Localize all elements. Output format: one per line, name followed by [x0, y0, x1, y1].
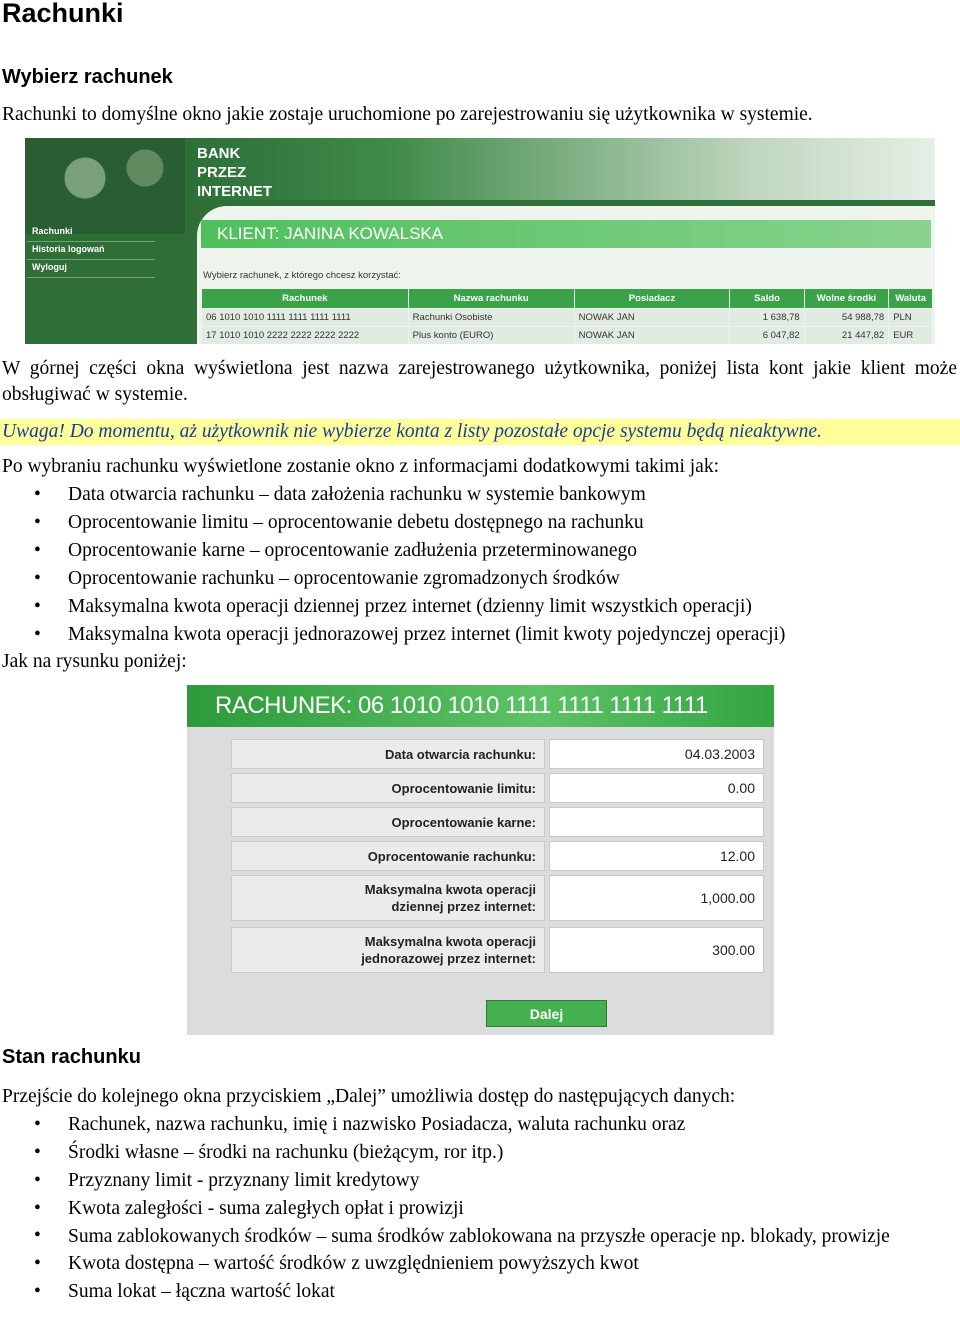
list-item: • Suma lokat – łączna wartość lokat: [34, 1281, 335, 1302]
side-menu: [27, 224, 155, 278]
list-item-text: Maksymalna kwota operacji dziennej przez internet (dzienny limit wszystkich operacji): [68, 596, 752, 617]
page-title: Rachunki: [2, 0, 124, 28]
list-item: • Przyznany limit - przyznany limit kredytowy: [34, 1170, 420, 1191]
table-header-row: [202, 289, 933, 309]
available-funds: 21 447,82: [804, 327, 889, 345]
field-value: 12.00: [549, 841, 764, 871]
currency: PLN: [889, 309, 933, 327]
list-item: • Oprocentowanie limitu – oprocentowanie debetu dostępnego na rachunku: [34, 512, 644, 533]
logo-line: INTERNET: [197, 183, 272, 200]
menu-item-logout[interactable]: Wyloguj: [27, 260, 155, 278]
column-header: Wolne środki: [804, 289, 889, 309]
list-item-text: Rachunek, nazwa rachunku, imię i nazwisko Posiadacza, waluta rachunku oraz: [68, 1114, 686, 1135]
field-label: Oprocentowanie limitu:: [231, 773, 545, 803]
field-value: [549, 807, 764, 837]
section-heading-select-account: Wybierz rachunek: [2, 66, 173, 88]
client-name-bar: KLIENT: JANINA KOWALSKA: [201, 220, 931, 248]
list-item: • Suma zablokowanych środków – suma środków zablokowana na przyszłe operacje np. blokady, prowizje: [34, 1225, 890, 1247]
currency: EUR: [889, 327, 933, 345]
field-value: 1,000.00: [549, 875, 764, 921]
account-balance: 6 047,82: [730, 327, 804, 345]
available-funds: 54 988,78: [804, 309, 889, 327]
list-item-text: Przyznany limit - przyznany limit kredytowy: [68, 1170, 420, 1191]
field-value: 0.00: [549, 773, 764, 803]
column-header: Saldo: [730, 289, 804, 309]
list-item-text: Maksymalna kwota operacji jednorazowej przez internet (limit kwoty pojedynczej operacji): [68, 624, 786, 645]
list-item-text: Oprocentowanie rachunku – oprocentowanie zgromadzonych środków: [68, 568, 620, 589]
account-name: Rachunki Osobiste: [408, 309, 574, 327]
section-heading-account-status: Stan rachunku: [2, 1046, 141, 1068]
account-owner: NOWAK JAN: [574, 309, 730, 327]
list-item-text: Oprocentowanie karne – oprocentowanie zadłużenia przeterminowanego: [68, 540, 638, 561]
list-item-text: Oprocentowanie limitu – oprocentowanie debetu dostępnego na rachunku: [68, 512, 644, 533]
description-paragraph: W górnej części okna wyświetlona jest nazwa zarejestrowanego użytkownika, poniżej lista kont jakie klient może obsługiwać w systemie.: [2, 358, 957, 405]
bank-logo: [197, 144, 272, 201]
account-header-bar: RACHUNEK: 06 1010 1010 1111 1111 1111 1111: [187, 685, 774, 727]
list-item: • Maksymalna kwota operacji dziennej przez internet (dzienny limit wszystkich operacji): [34, 596, 752, 617]
field-value: 300.00: [549, 927, 764, 973]
table-row[interactable]: [202, 309, 933, 327]
list-intro: Po wybraniu rachunku wyświetlone zostanie okno z informacjami dodatkowymi takimi jak:: [2, 456, 720, 477]
field-value: 04.03.2003: [549, 739, 764, 769]
list-item-text: Środki własne – środki na rachunku (bieżącym, ror itp.): [68, 1142, 504, 1163]
table-row[interactable]: [202, 327, 933, 345]
warning-text: Uwaga! Do momentu, aż użytkownik nie wybierze konta z listy pozostałe opcje systemu będą nieaktywne.: [2, 421, 822, 442]
list-item-text: Data otwarcia rachunku – data założenia rachunku w systemie bankowym: [68, 484, 646, 505]
logo-line: BANK: [197, 145, 241, 162]
choose-account-text: Wybierz rachunek, z którego chcesz korzystać:: [203, 270, 401, 281]
warning-box: [0, 419, 960, 445]
list-item: • Kwota zaległości - suma zaległych opłat i prowizji: [34, 1198, 464, 1219]
account-info-list: [0, 481, 956, 649]
list-item: • Kwota dostępna – wartość środków z uwzględnieniem powyższych kwot: [34, 1253, 639, 1274]
list-item-text: Kwota dostępna – wartość środków z uwzględnieniem powyższych kwot: [68, 1253, 639, 1274]
column-header: Rachunek: [202, 289, 409, 309]
account-owner: NOWAK JAN: [574, 327, 730, 345]
column-header: Posiadacz: [574, 289, 730, 309]
field-label: Oprocentowanie rachunku:: [231, 841, 545, 871]
field-label: Oprocentowanie karne:: [231, 807, 545, 837]
account-status-list: [0, 1111, 956, 1306]
list-item: • Środki własne – środki na rachunku (bieżącym, ror itp.): [34, 1142, 504, 1163]
account-number[interactable]: 17 1010 1010 2222 2222 2222 2222: [202, 327, 409, 345]
list-item: • Maksymalna kwota operacji jednorazowej przez internet (limit kwoty pojedynczej operacji): [34, 624, 786, 645]
account-name: Plus konto (EURO): [408, 327, 574, 345]
account-details-screenshot: [187, 685, 774, 1035]
bank-accounts-screenshot: [25, 138, 935, 344]
menu-item-login-history[interactable]: Historia logowań: [27, 242, 155, 260]
coins-image: [25, 138, 185, 234]
logo-line: PRZEZ: [197, 164, 247, 181]
column-header: Waluta: [889, 289, 933, 309]
list-item: • Rachunek, nazwa rachunku, imię i nazwisko Posiadacza, waluta rachunku oraz: [34, 1114, 686, 1135]
list-item: • Oprocentowanie karne – oprocentowanie zadłużenia przeterminowanego: [34, 540, 638, 561]
field-label: Maksymalna kwota operacji jednorazowej przez internet:: [231, 927, 545, 973]
section2-intro: Przejście do kolejnego okna przyciskiem „Dalej” umożliwia dostęp do następujących danych:: [2, 1086, 736, 1107]
field-label: Data otwarcia rachunku:: [231, 739, 545, 769]
accounts-table: [201, 288, 933, 344]
column-header: Nazwa rachunku: [408, 289, 574, 309]
figure-intro: Jak na rysunku poniżej:: [2, 651, 187, 672]
next-button[interactable]: Dalej: [486, 1000, 607, 1027]
field-label: Maksymalna kwota operacji dziennej przez internet:: [231, 875, 545, 921]
list-item-text: Kwota zaległości - suma zaległych opłat i prowizji: [68, 1198, 464, 1219]
account-number[interactable]: 06 1010 1010 1111 1111 1111 1111: [202, 309, 409, 327]
list-item: • Oprocentowanie rachunku – oprocentowanie zgromadzonych środków: [34, 568, 620, 589]
list-item: • Data otwarcia rachunku – data założenia rachunku w systemie bankowym: [34, 484, 646, 505]
intro-paragraph: Rachunki to domyślne okno jakie zostaje uruchomione po zarejestrowaniu się użytkownika w systemie.: [2, 104, 813, 125]
list-item-text: Suma lokat – łączna wartość lokat: [68, 1281, 335, 1302]
list-item-text: Suma zablokowanych środków – suma środków zablokowana na przyszłe operacje np. blokady, prowizje: [68, 1226, 890, 1247]
account-balance: 1 638,78: [730, 309, 804, 327]
menu-item-accounts[interactable]: Rachunki: [27, 224, 155, 242]
